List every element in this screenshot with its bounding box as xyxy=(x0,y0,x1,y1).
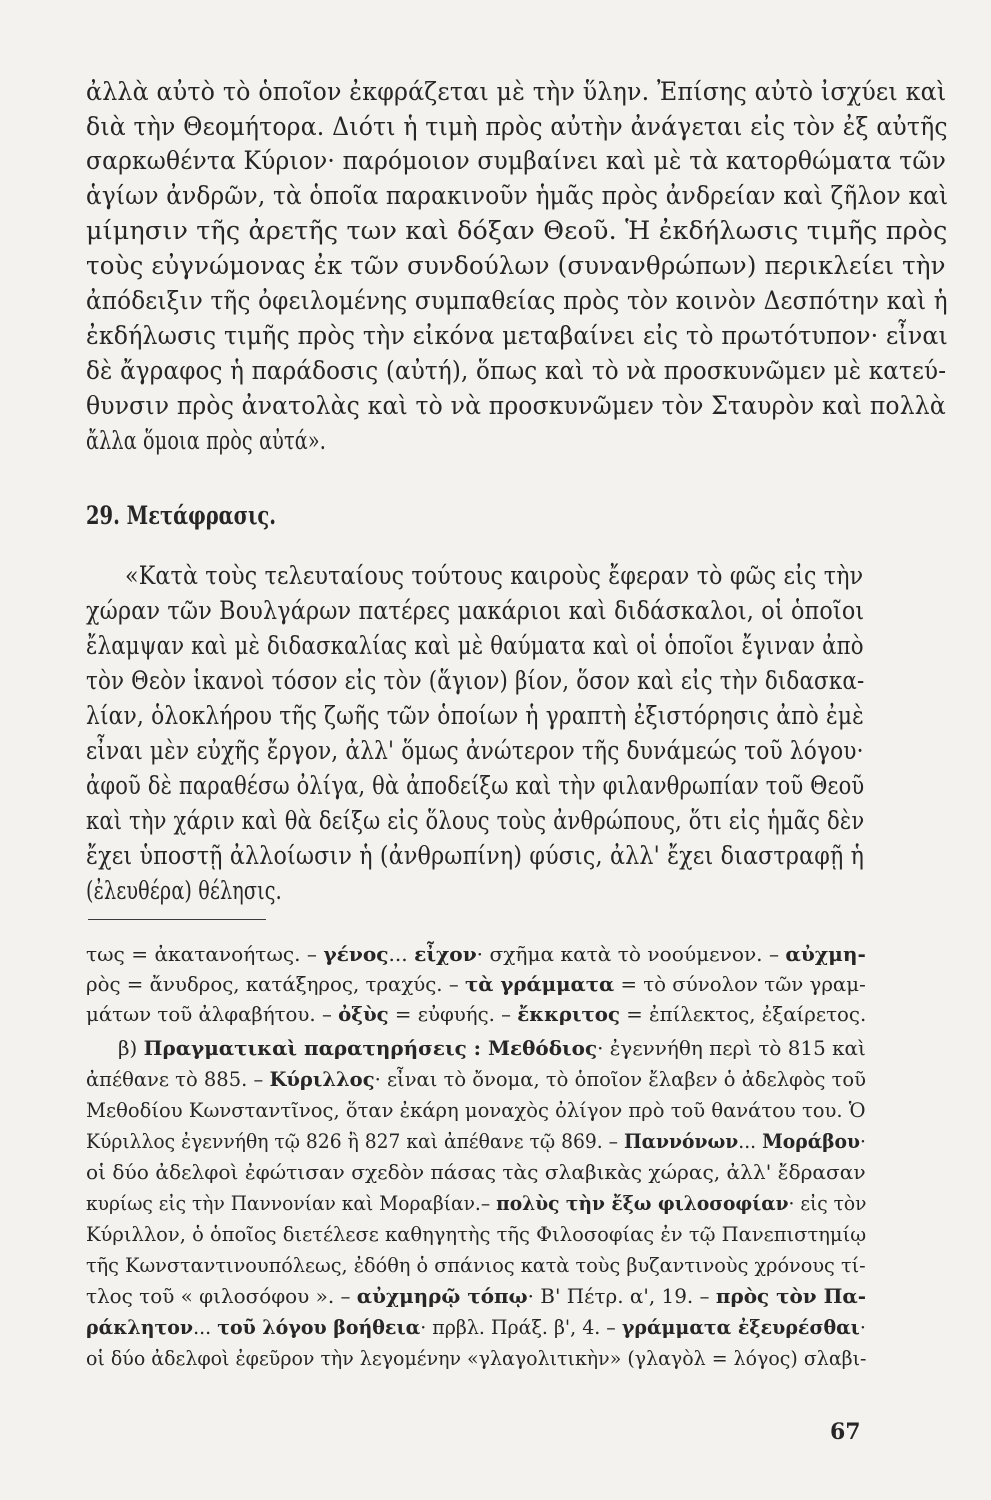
footnote-term: Παννόνων xyxy=(623,1130,739,1153)
text-line: ἀφοῦ δὲ παραθέσω ὀλίγα, θὰ ἀποδείξω καὶ τὴν φιλανθρωπίαν τοῦ Θεοῦ xyxy=(86,771,865,800)
footnote-text: · Β' Πέτρ. α', 19. – xyxy=(527,1285,716,1308)
text-line: δὲ ἄγραφος ἡ παράδοσις (αὐτή), ὅπως καὶ τὸ νὰ προσκυνῶμεν μὲ κατεύ- xyxy=(86,356,947,385)
footnote-text: τλος τοῦ « φιλοσόφου ». – xyxy=(86,1285,357,1308)
text-line: ἔχει ὑποστῇ ἀλλοίωσιν ἡ (ἀνθρωπίνη) φύσις, ἀλλ' ἔχει διαστραφῇ ἡ xyxy=(86,841,865,870)
text-line: ἄλλα ὅμοια πρὸς αὐτά». xyxy=(86,426,326,455)
text-line: λίαν, ὁλοκλήρου τῆς ζωῆς τῶν ὁποίων ἡ γραπτὴ ἐξιστόρησις ἀπὸ ἐμὲ xyxy=(86,701,865,730)
footnote-text: = εὐφυής. – xyxy=(388,1003,518,1026)
footnote-text: ... xyxy=(193,1316,218,1339)
footnote-text: = τὸ σύνολον τῶν γραμ- xyxy=(614,973,866,996)
footnote-text: Κύριλλον, ὁ ὁποῖος διετέλεσε καθηγητὴς τῆς Φιλοσοφίας ἐν τῷ Πανεπιστημίῳ xyxy=(86,1223,867,1246)
footnote-text: τῆς Κωνσταντινουπόλεως, ἐδόθη ὁ σπάνιος κατὰ τοὺς βυζαντινοὺς χρόνους τί- xyxy=(86,1254,866,1277)
footnote-term: τοῦ λόγου βοήθεια xyxy=(217,1316,421,1339)
footnote-text: ... xyxy=(388,943,415,966)
heading-text: 29. Μετάφρασις. xyxy=(86,501,277,530)
text-line: ἀπόδειξιν τῆς ὀφειλομένης συμπαθείας πρὸς τὸν κοινὸν Δεσπότην καὶ ἡ xyxy=(86,286,948,315)
footnote-text: οἱ δύο ἀδελφοὶ ἐφεῦρον τὴν λεγομένην «γλαγολιτικὴν» (γλαγὸλ = λόγος) σλαβι- xyxy=(86,1347,867,1370)
footnote-line xyxy=(86,1349,866,1369)
text-line: σαρκωθέντα Κύριον· παρόμοιον συμβαίνει καὶ μὲ τὰ κατορθώματα τῶν xyxy=(86,146,946,175)
footnote-term: τὰ γράμματα xyxy=(464,973,615,996)
footnote-line xyxy=(118,1039,866,1059)
footnote-term: πρὸς τὸν Πα- xyxy=(715,1285,867,1308)
footnote-term: ἔκκριτος xyxy=(517,1003,620,1026)
footnote-text: ... xyxy=(738,1130,763,1153)
footnote-text: = ἐπίλεκτος, ἐξαίρετος. xyxy=(619,1003,867,1026)
footnote-line xyxy=(86,945,866,965)
footnote-term: εἶχον xyxy=(414,943,477,966)
footnote-line xyxy=(86,1194,866,1214)
text-line: ἁγίων ἀνδρῶν, τὰ ὁποῖα παρακινοῦν ἡμᾶς πρὸς ἀνδρείαν καὶ ζῆλον καὶ xyxy=(86,181,949,210)
text-line: ἀλλὰ αὐτὸ τὸ ὁποῖον ἐκφράζεται μὲ τὴν ὕλην. Ἐπίσης αὐτὸ ἰσχύει καὶ xyxy=(86,77,947,106)
footnote-text: Μεθοδίου Κωνσταντῖνος, ὅταν ἐκάρη μοναχὸς ὀλίγον πρὸ τοῦ θανάτου του. Ὁ xyxy=(86,1099,866,1122)
footnote-term: Πραγματικαὶ παρατηρήσεις : Μεθόδιος xyxy=(143,1037,598,1060)
footnote-term: γράμματα ἐξευρέσθαι xyxy=(621,1316,860,1339)
text-line: τὸν Θεὸν ἱκανοὶ τόσον εἰς τὸν (ἅγιον) βίον, ὅσον καὶ εἰς τὴν διδασκα- xyxy=(86,666,865,695)
footnote-text: β) xyxy=(118,1037,144,1060)
footnote-text: ἀπέθανε τὸ 885. – xyxy=(86,1068,270,1091)
footnote-text: οἱ δύο ἀδελφοὶ ἐφώτισαν σχεδὸν πάσας τὰς σλαβικὰς χώρας, ἀλλ' ἔδρασαν xyxy=(86,1161,866,1184)
footnote-text: · ἐγεννήθη περὶ τὸ 815 καὶ xyxy=(597,1037,866,1060)
footnote-term: αὐχμηρῷ τόπῳ xyxy=(356,1285,528,1308)
footnote-line xyxy=(86,1132,866,1152)
footnote-term: αὐχμη- xyxy=(785,943,866,966)
text-line: ἔλαμψαν καὶ μὲ διδασκαλίας καὶ μὲ θαύματα καὶ οἱ ὁποῖοι ἔγιναν ἀπὸ xyxy=(86,631,864,660)
footnote-text: τως = ἀκατανοήτως. – xyxy=(86,943,324,966)
footnote-term: Μοράβου xyxy=(762,1130,860,1153)
footnote-line xyxy=(86,975,866,995)
footnote-line xyxy=(86,1005,866,1025)
page-number: 67 xyxy=(830,1419,861,1445)
footnote-term: ὀξὺς xyxy=(338,1003,389,1026)
text-line: καὶ τὴν χάριν καὶ θὰ δείξω εἰς ὅλους τοὺς ἀνθρώπους, ὅτι εἰς ἡμᾶς δὲν xyxy=(86,806,865,835)
footnote-line xyxy=(86,1101,866,1121)
text-line: «Κατὰ τοὺς τελευταίους τούτους καιροὺς ἔφεραν τὸ φῶς εἰς τὴν xyxy=(125,561,864,590)
footnote-text: ρὸς = ἄνυδρος, κατάξηρος, τραχύς. – xyxy=(86,973,465,996)
text-line: (ἐλευθέρα) θέλησις. xyxy=(86,876,282,905)
text-line: τοὺς εὐγνώμονας ἐκ τῶν συνδούλων (συνανθρώπων) περικλείει τὴν xyxy=(86,251,946,280)
footnote-term: γένος xyxy=(323,943,389,966)
footnote-text: κυρίως εἰς τὴν Παννονίαν καὶ Μοραβίαν.– xyxy=(86,1192,497,1215)
text-line: εἶναι μὲν εὐχῆς ἔργον, ἀλλ' ὅμως ἀνώτερον τῆς δυνάμεώς τοῦ λόγου· xyxy=(86,736,864,765)
text-line: διὰ τὴν Θεομήτορα. Διότι ἡ τιμὴ πρὸς αὐτὴν ἀνάγεται εἰς τὸν ἐξ αὐτῆς xyxy=(86,112,948,141)
text-line: ἐκδήλωσις τιμῆς πρὸς τὴν εἰκόνα μεταβαίνει εἰς τὸ πρωτότυπον· εἶναι xyxy=(86,321,948,350)
text-line: θυνσιν πρὸς ἀνατολὰς καὶ τὸ νὰ προσκυνῶμεν τὸν Σταυρὸν καὶ πολλὰ xyxy=(86,391,946,420)
footnote-line xyxy=(86,1256,866,1276)
footnote-line xyxy=(86,1318,866,1338)
footnote-text: · xyxy=(859,1130,866,1153)
footnote-line xyxy=(86,1070,866,1090)
footnote-text: Κύριλλος ἐγεννήθη τῷ 826 ἢ 827 καὶ ἀπέθανε τῷ 869. – xyxy=(86,1130,624,1153)
footnote-term: Κύριλλος xyxy=(269,1068,375,1091)
footnote-text: · σχῆμα κατὰ τὸ νοούμενον. – xyxy=(476,943,786,966)
footnote-text: · εἶναι τὸ ὄνομα, τὸ ὁποῖον ἔλαβεν ὁ ἀδελφὸς τοῦ xyxy=(374,1068,866,1091)
footnote-line xyxy=(86,1287,866,1307)
footnote-text: · εἰς τὸν xyxy=(788,1192,867,1215)
footnote-term: πολὺς τὴν ἔξω φιλοσοφίαν xyxy=(496,1192,789,1215)
footnote-text: μάτων τοῦ ἀλφαβήτου. – xyxy=(86,1003,339,1026)
footnote-rule xyxy=(88,919,266,920)
footnote-text: · xyxy=(859,1316,866,1339)
footnote-term: ράκλητον xyxy=(86,1316,194,1339)
footnote-line xyxy=(86,1163,866,1183)
footnote-line xyxy=(86,1225,866,1245)
text-line: χώραν τῶν Βουλγάρων πατέρες μακάριοι καὶ διδάσκαλοι, οἱ ὁποῖοι xyxy=(86,596,865,625)
text-line: μίμησιν τῆς ἀρετῆς των καὶ δόξαν Θεοῦ. Ἡ ἐκδήλωσις τιμῆς πρὸς xyxy=(86,216,948,245)
footnote-text: · πρβλ. Πράξ. β', 4. – xyxy=(420,1316,622,1339)
